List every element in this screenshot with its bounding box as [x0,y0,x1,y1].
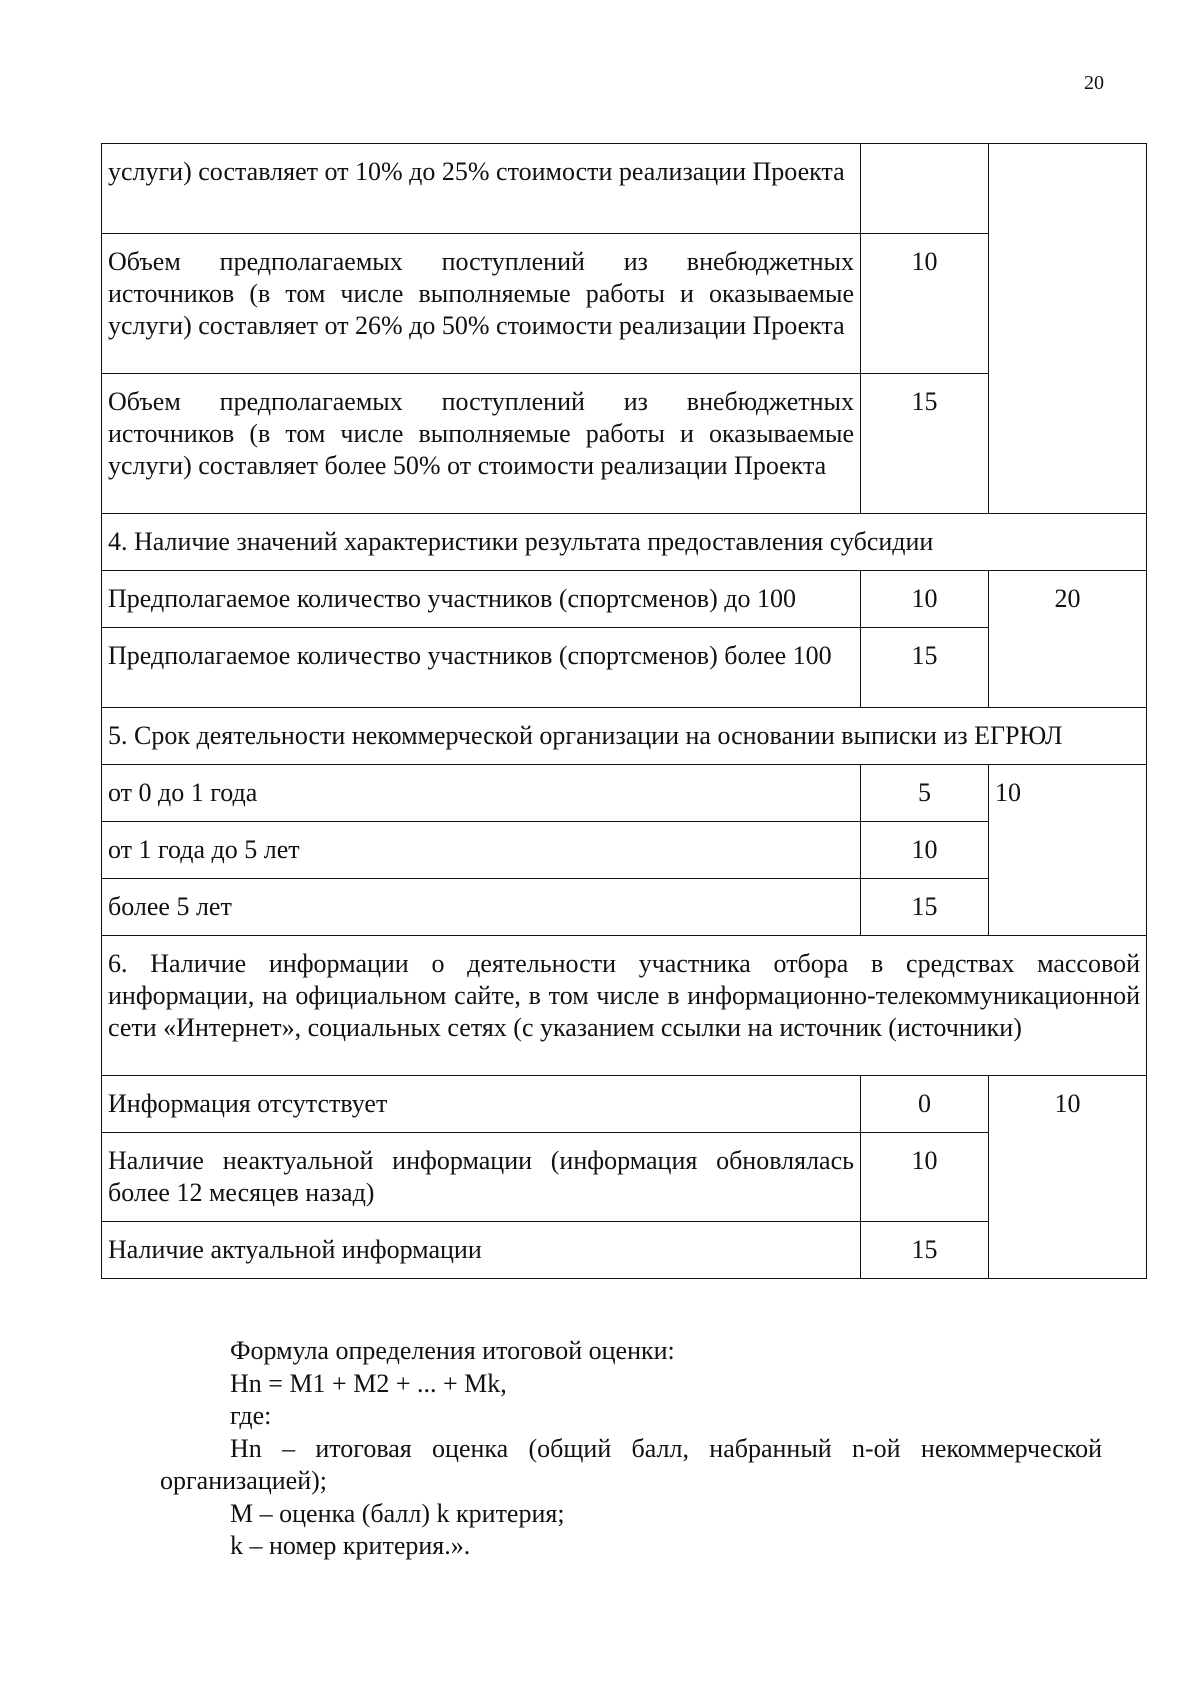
table-row [102,765,1147,822]
criterion-max: 10 [989,765,1147,936]
criterion-score: 15 [861,879,989,936]
section-row [102,708,1147,765]
table-row [102,571,1147,628]
criterion-desc: более 5 лет [102,879,861,936]
criterion-score: 10 [861,822,989,879]
formula-heading: Формула определения итоговой оценки: [230,1336,675,1365]
criterion-desc: Предполагаемое количество участников (спортсменов) более 100 [102,628,861,708]
criterion-max: 10 [989,1076,1147,1279]
criterion-score: 0 [861,1076,989,1133]
formula-where: где: [230,1401,272,1430]
table-row [102,1076,1147,1133]
page-number: 20 [1084,72,1104,94]
criterion-max: 20 [989,571,1147,708]
criterion-max-empty [989,144,1147,514]
formula-def-k: k – номер критерия.». [230,1531,471,1560]
criterion-desc: от 0 до 1 года [102,765,861,822]
section-title: 5. Срок деятельности некоммерческой организации на основании выписки из ЕГРЮЛ [102,708,1147,765]
criterion-desc: Наличие неактуальной информации (информация обновлялась более 12 месяцев назад) [102,1133,861,1222]
criterion-score: 15 [861,628,989,708]
section-title: 6. Наличие информации о деятельности участника отбора в средствах массовой информации, на официальном сайте, в том числе в информационно-телекоммуникационной сети «Интернет», социальных сетях (с указанием ссылки на источник (источники) [102,936,1147,1076]
section-title: 4. Наличие значений характеристики результата предоставления субсидии [102,514,1147,571]
criterion-desc: услуги) составляет от 10% до 25% стоимости реализации Проекта [102,144,861,234]
criteria-table [101,143,1147,1279]
formula-expression: Hn = M1 + M2 + ... + Mk, [230,1368,507,1398]
criterion-score [861,144,989,234]
criterion-score: 15 [861,1222,989,1279]
formula-block [0,1335,1200,1563]
section-row [102,514,1147,571]
formula-def-hn: Hn – итоговая оценка (общий балл, набранный n-ой некоммерческой организацией); [160,1433,1102,1495]
criterion-desc: Наличие актуальной информации [102,1222,861,1279]
criterion-score: 15 [861,374,989,514]
criterion-desc: Объем предполагаемых поступлений из внебюджетных источников (в том числе выполняемые работы и оказываемые услуги) составляет от 26% до 50% стоимости реализации Проекта [102,234,861,374]
formula-def-m: M – оценка (балл) k критерия; [230,1498,565,1528]
criterion-score: 10 [861,571,989,628]
section-row [102,936,1147,1076]
criterion-score: 10 [861,1133,989,1222]
criterion-desc: Предполагаемое количество участников (спортсменов) до 100 [102,571,861,628]
criterion-desc: от 1 года до 5 лет [102,822,861,879]
criterion-desc: Информация отсутствует [102,1076,861,1133]
criterion-score: 10 [861,234,989,374]
criterion-desc: Объем предполагаемых поступлений из внебюджетных источников (в том числе выполняемые работы и оказываемые услуги) составляет более 50% от стоимости реализации Проекта [102,374,861,514]
criterion-score: 5 [861,765,989,822]
table-row [102,144,1147,234]
